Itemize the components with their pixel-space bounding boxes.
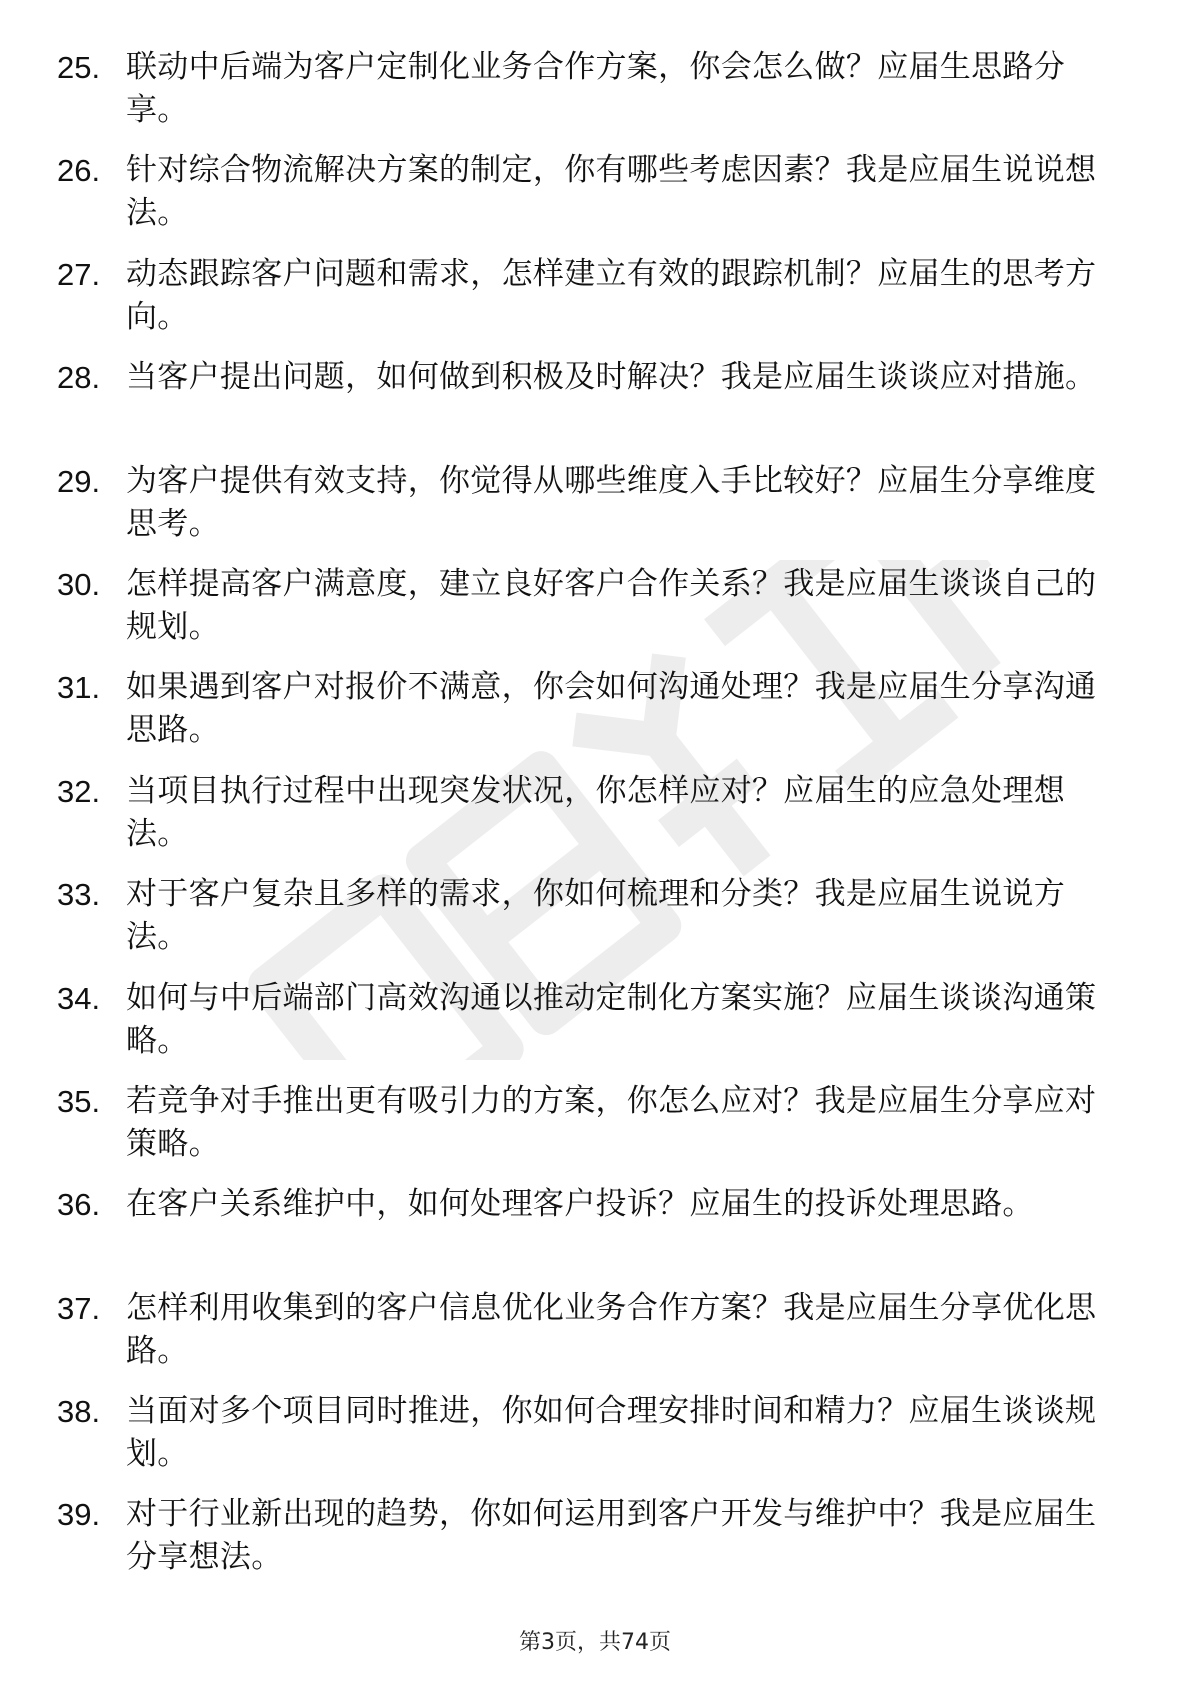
page-number-label: 第3页，共74页 [519, 1630, 671, 1655]
question-text: 为客户提供有效支持，你觉得从哪些维度入手比较好？应届生分享维度思考。 [126, 462, 1097, 542]
question-text: 当项目执行过程中出现突发状况，你怎样应对？应届生的应急处理想法。 [126, 772, 1065, 852]
question-item [57, 873, 1122, 976]
question-text: 怎样提高客户满意度，建立良好客户合作关系？我是应届生谈谈自己的规划。 [126, 565, 1097, 645]
question-text: 在客户关系维护中，如何处理客户投诉？应届生的投诉处理思路。 [126, 1186, 1034, 1223]
question-item [57, 1493, 1122, 1596]
question-number: 31. [57, 670, 101, 706]
page-footer [0, 1629, 1190, 1657]
question-number: 35. [57, 1083, 101, 1119]
question-item [57, 46, 1122, 149]
question-item [57, 770, 1122, 873]
question-text: 怎样利用收集到的客户信息优化业务合作方案？我是应届生分享优化思路。 [126, 1289, 1097, 1369]
question-number: 38. [57, 1394, 101, 1430]
question-number: 26. [57, 153, 101, 189]
question-item [57, 563, 1122, 666]
question-text: 当面对多个项目同时推进，你如何合理安排时间和精力？应届生谈谈规划。 [126, 1393, 1097, 1473]
question-number: 34. [57, 980, 101, 1016]
question-list [57, 46, 1122, 1597]
question-item [57, 1080, 1122, 1183]
question-item [57, 1390, 1122, 1493]
question-number: 32. [57, 773, 101, 809]
question-item [57, 356, 1122, 459]
question-number: 36. [57, 1187, 101, 1223]
question-item [57, 666, 1122, 769]
question-number: 28. [57, 360, 101, 396]
question-text: 对于行业新出现的趋势，你如何运用到客户开发与维护中？我是应届生分享想法。 [126, 1496, 1097, 1576]
question-number: 39. [57, 1497, 101, 1533]
question-text: 联动中后端为客户定制化业务合作方案，你会怎么做？应届生思路分享。 [126, 49, 1065, 128]
question-item [57, 977, 1122, 1080]
question-number: 27. [57, 256, 101, 292]
question-text: 如果遇到客户对报价不满意，你会如何沟通处理？我是应届生分享沟通思路。 [126, 669, 1097, 749]
question-item [57, 460, 1122, 563]
question-item [57, 1183, 1122, 1286]
question-text: 针对综合物流解决方案的制定，你有哪些考虑因素？我是应届生说说想法。 [126, 152, 1097, 232]
question-text: 对于客户复杂且多样的需求，你如何梳理和分类？我是应届生说说方法。 [126, 876, 1065, 956]
question-number: 33. [57, 877, 101, 913]
question-text: 如何与中后端部门高效沟通以推动定制化方案实施？应届生谈谈沟通策略。 [126, 979, 1097, 1059]
question-text: 当客户提出问题，如何做到积极及时解决？我是应届生谈谈应对措施。 [126, 359, 1097, 396]
question-number: 30. [57, 566, 101, 602]
question-item [57, 253, 1122, 356]
question-number: 29. [57, 463, 101, 499]
question-item [57, 1287, 1122, 1390]
question-number: 37. [57, 1290, 101, 1326]
question-text: 若竞争对手推出更有吸引力的方案，你怎么应对？我是应届生分享应对策略。 [126, 1082, 1097, 1162]
question-number: 25. [57, 50, 101, 85]
question-text: 动态跟踪客户问题和需求，怎样建立有效的跟踪机制？应届生的思考方向。 [126, 255, 1097, 335]
question-item [57, 149, 1122, 252]
